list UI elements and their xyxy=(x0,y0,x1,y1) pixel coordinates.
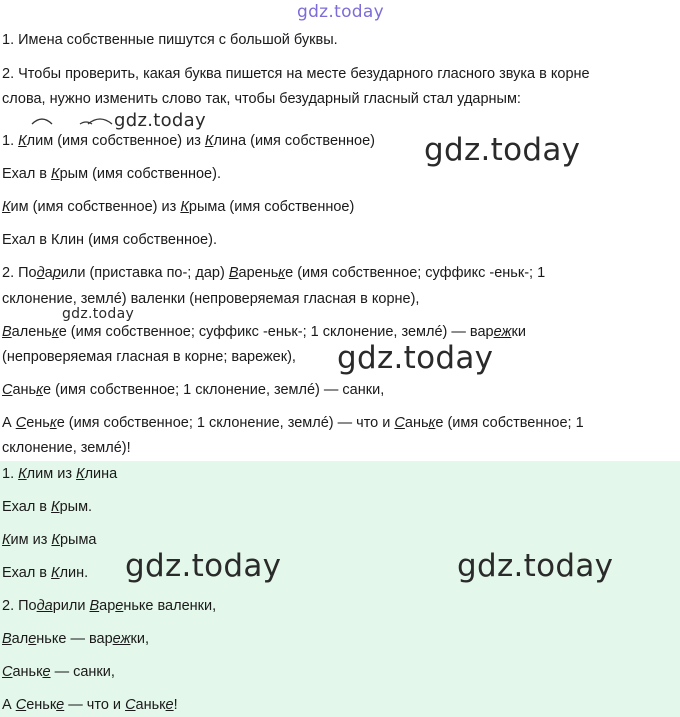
answer-line: Ехал в Крым. xyxy=(2,499,93,515)
analysis-line: А Сеньке (имя собственное; 1 склонение, землé) — что и Саньке (имя собственное; 1 xyxy=(2,415,584,431)
watermark: gdz.today xyxy=(457,548,614,584)
watermark: gdz.today xyxy=(125,548,282,584)
analysis-line: 1. Клим (имя собственное) из Клина (имя собственное) xyxy=(2,133,375,149)
stress-arcs-icon xyxy=(30,112,120,128)
answer-line: 2. Подарили Вареньке валенки, xyxy=(2,598,217,614)
analysis-line: (непроверяемая гласная в корне; варежек), xyxy=(2,349,296,365)
watermark: gdz.today xyxy=(424,132,581,168)
analysis-line: 2. Подарили (приставка по-; дар) Вареньке (имя собственное; суффикс -еньк-; 1 xyxy=(2,265,546,281)
rule-1: 1. Имена собственные пишутся с большой буквы. xyxy=(2,32,338,48)
analysis-line: Ехал в Крым (имя собственное). xyxy=(2,166,221,182)
analysis-line: Ким (имя собственное) из Крыма (имя собственное) xyxy=(2,199,355,215)
answer-line: Валеньке — варежки, xyxy=(2,631,150,647)
analysis-line: склонение, землé)! xyxy=(2,440,131,456)
analysis-line: склонение, землé) валенки (непроверяемая гласная в корне), xyxy=(2,291,420,307)
rule-2-line-2: слова, нужно изменить слово так, чтобы безударный гласный стал ударным: xyxy=(2,91,521,107)
analysis-line: Саньке (имя собственное; 1 склонение, землé) — санки, xyxy=(2,382,385,398)
analysis-line: Валеньке (имя собственное; суффикс -еньк-; 1 склонение, землé) — варежки xyxy=(2,324,526,340)
analysis-line: Ехал в Клин (имя собственное). xyxy=(2,232,217,248)
watermark: gdz.today xyxy=(114,110,206,131)
watermark: gdz.today xyxy=(337,340,494,376)
answer-line: 1. Клим из Клина xyxy=(2,466,118,482)
rule-2-line-1: 2. Чтобы проверить, какая буква пишется на месте безударного гласного звука в корне xyxy=(2,66,590,82)
answer-line: Ехал в Клин. xyxy=(2,565,89,581)
answer-line: А Сеньке — что и Саньке! xyxy=(2,697,178,713)
watermark: gdz.today xyxy=(62,306,135,322)
answer-line: Саньке — санки, xyxy=(2,664,115,680)
answer-line: Ким из Крыма xyxy=(2,532,97,548)
watermark: gdz.today xyxy=(297,2,384,22)
